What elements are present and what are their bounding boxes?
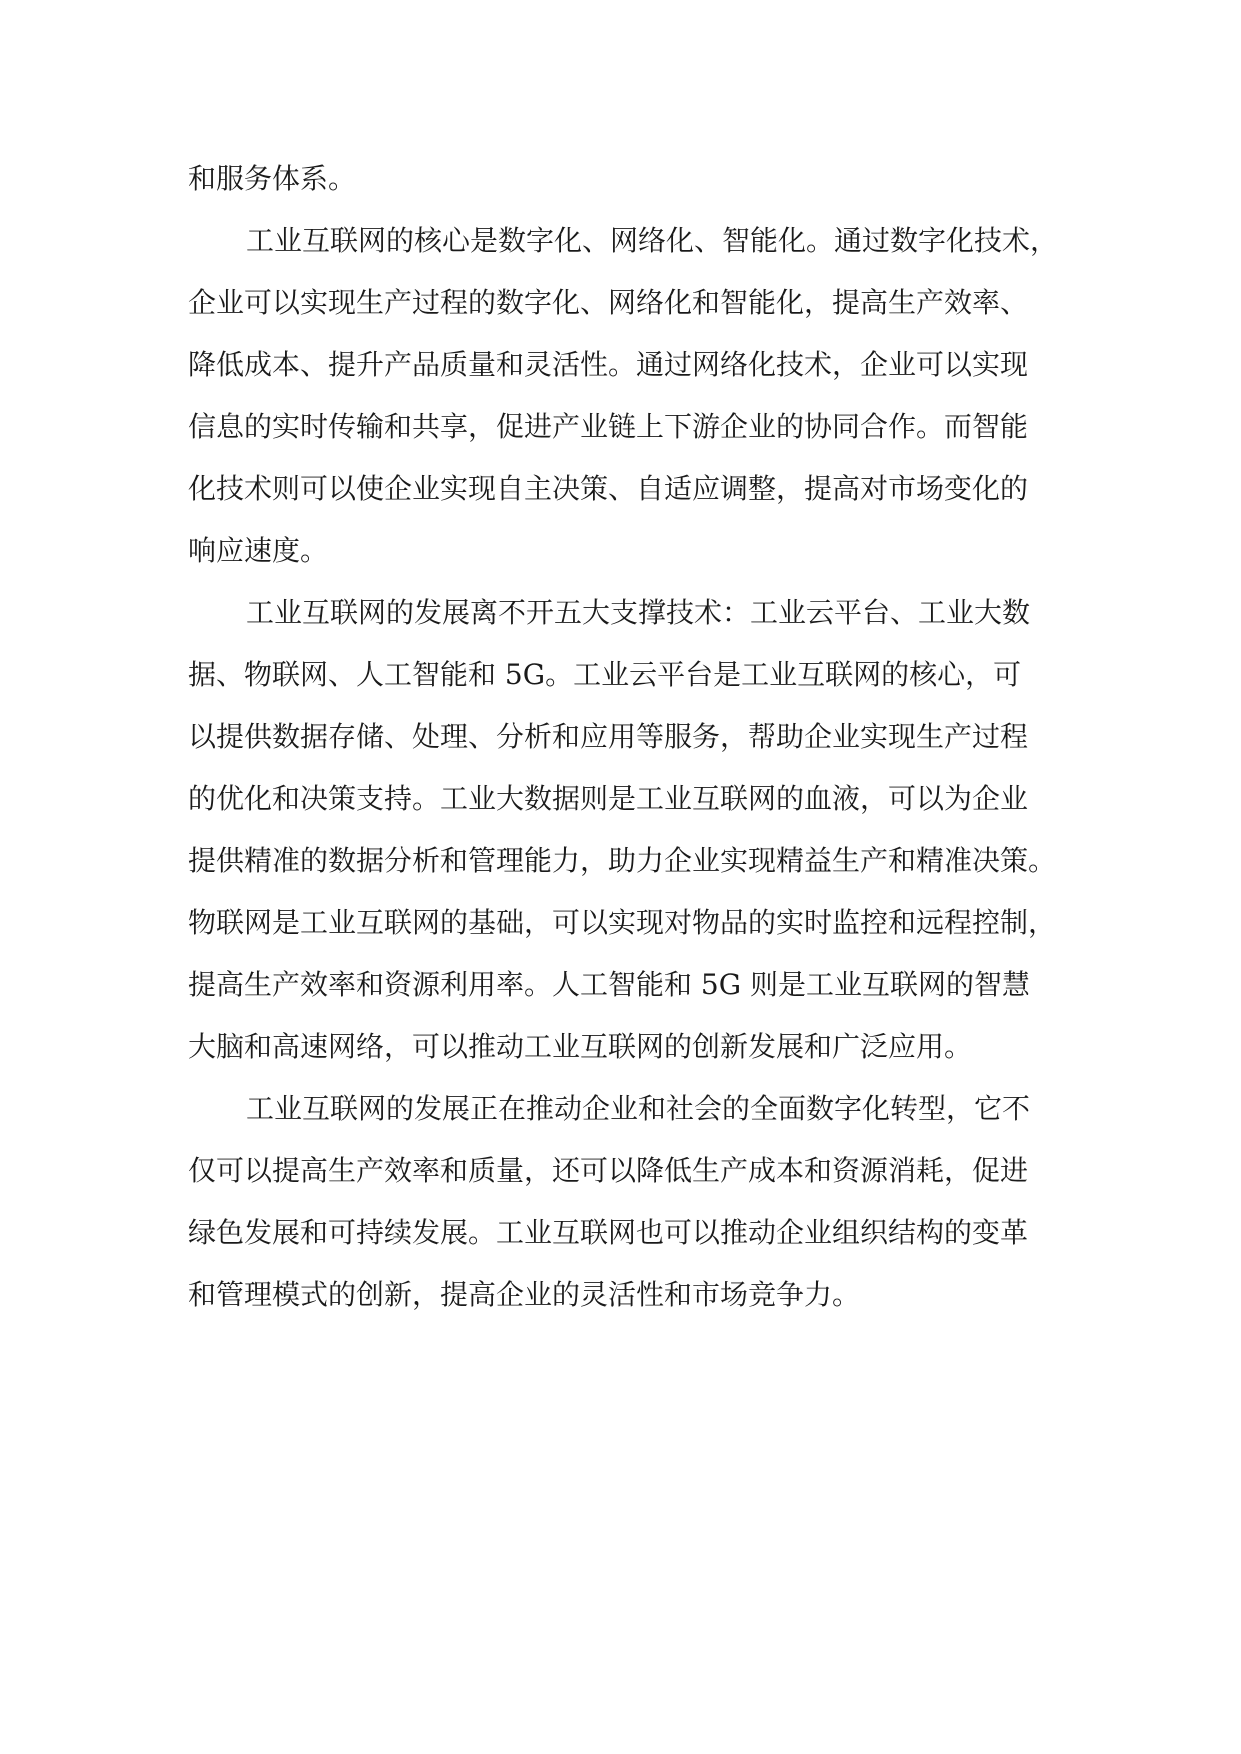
paragraph-4-line-4: 和管理模式的创新，提高企业的灵活性和市场竞争力。 [188,1278,861,1311]
paragraph-2-line-4: 信息的实时传输和共享，促进产业链上下游企业的协同合作。而智能 [188,410,1029,443]
paragraph-2-line-1: 工业互联网的核心是数字化、网络化、智能化。通过数字化技术， [246,224,1059,257]
paragraph-3-line-1: 工业互联网的发展离不开五大支撑技术：工业云平台、工业大数 [246,596,1031,629]
paragraph-2-line-3: 降低成本、提升产品质量和灵活性。通过网络化技术，企业可以实现 [188,348,1029,381]
paragraph-4-line-2: 仅可以提高生产效率和质量，还可以降低生产成本和资源消耗，促进 [188,1154,1029,1187]
paragraph-3-line-7: 提高生产效率和资源利用率。人工智能和 5G 则是工业互联网的智慧 [188,968,1030,1001]
paragraph-2-line-2: 企业可以实现生产过程的数字化、网络化和智能化，提高生产效率、 [188,286,1029,319]
paragraph-3-line-2: 据、物联网、人工智能和 5G。工业云平台是工业互联网的核心，可 [188,658,1022,691]
paragraph-4-line-1: 工业互联网的发展正在推动企业和社会的全面数字化转型，它不 [246,1092,1031,1125]
paragraph-3-line-5: 提供精准的数据分析和管理能力，助力企业实现精益生产和精准决策。 [188,844,1057,877]
document-body [188,148,1058,1326]
paragraph-2-line-5: 化技术则可以使企业实现自主决策、自适应调整，提高对市场变化的 [188,472,1029,505]
paragraph-2-line-6: 响应速度。 [188,534,329,567]
paragraph-4-line-3: 绿色发展和可持续发展。工业互联网也可以推动企业组织结构的变革 [188,1216,1029,1249]
paragraph-3-line-8: 大脑和高速网络，可以推动工业互联网的创新发展和广泛应用。 [188,1030,973,1063]
paragraph-3-line-3: 以提供数据存储、处理、分析和应用等服务，帮助企业实现生产过程 [188,720,1029,753]
paragraph-1-line-1: 和服务体系。 [188,162,357,195]
paragraph-3-line-6: 物联网是工业互联网的基础，可以实现对物品的实时监控和远程控制， [188,906,1057,939]
paragraph-3-line-4: 的优化和决策支持。工业大数据则是工业互联网的血液，可以为企业 [188,782,1029,815]
